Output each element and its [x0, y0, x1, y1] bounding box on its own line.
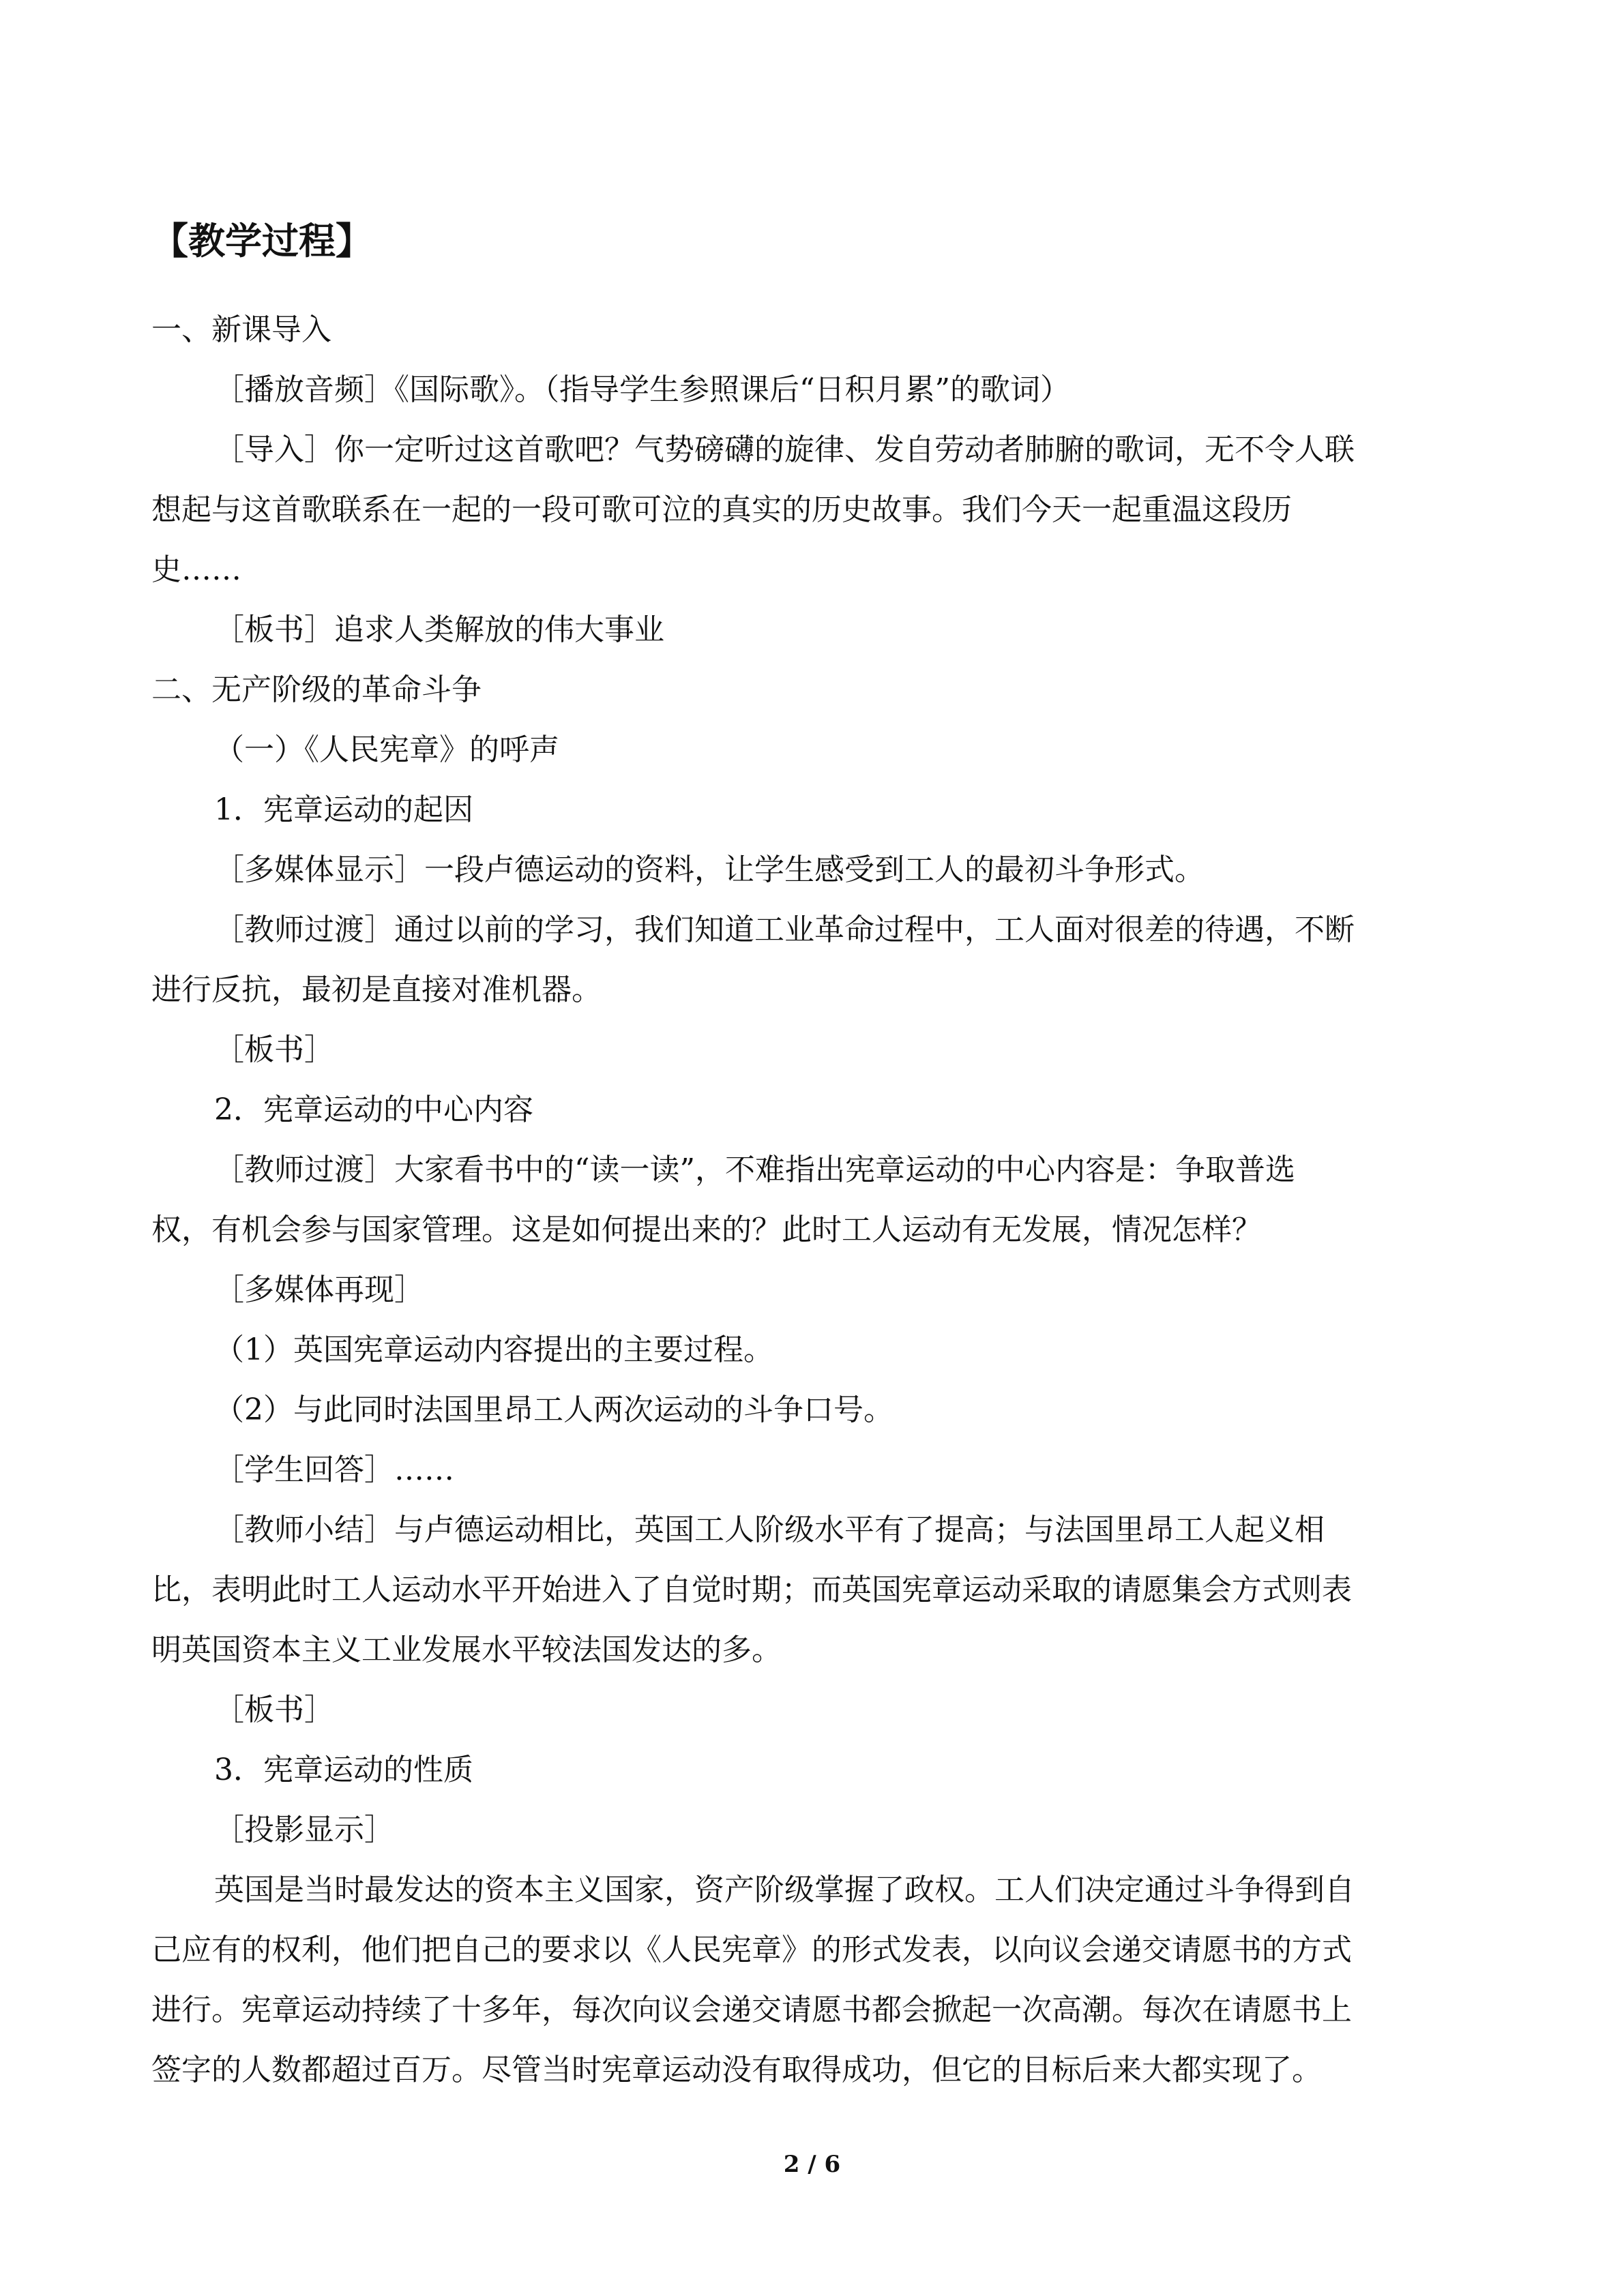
paragraph-line: 一、新课导入 — [151, 312, 331, 347]
paragraph-line: ［教师过渡］通过以前的学习，我们知道工业革命过程中，工人面对很差的待遇，不断 — [214, 912, 1355, 947]
document-body — [151, 300, 1475, 2100]
paragraph-line: （1）英国宪章运动内容提出的主要过程。 — [214, 1332, 773, 1367]
paragraph-line: （2）与此同时法国里昂工人两次运动的斗争口号。 — [214, 1392, 894, 1427]
paragraph-line: 权，有机会参与国家管理。这是如何提出来的？此时工人运动有无发展，情况怎样？ — [151, 1212, 1262, 1247]
paragraph-line: 进行反抗，最初是直接对准机器。 — [151, 972, 602, 1007]
paragraph-line: 1．宪章运动的起因 — [214, 792, 473, 827]
paragraph-line: 史…… — [151, 552, 241, 587]
paragraph-line: 比，表明此时工人运动水平开始进入了自觉时期；而英国宪章运动采取的请愿集会方式则表 — [151, 1572, 1352, 1607]
paragraph-line: （一）《人民宪章》的呼声 — [214, 732, 559, 767]
paragraph-line: 进行。宪章运动持续了十多年，每次向议会递交请愿书都会掀起一次高潮。每次在请愿书上 — [151, 1993, 1352, 2027]
paragraph-line: ［播放音频］《国际歌》。（指导学生参照课后“日积月累”的歌词） — [214, 372, 1070, 407]
paragraph-line: 明英国资本主义工业发展水平较法国发达的多。 — [151, 1632, 782, 1667]
paragraph-line: ［板书］ — [214, 1693, 334, 1727]
paragraph-line: ［投影显示］ — [214, 1813, 394, 1847]
paragraph-line: 英国是当时最发达的资本主义国家，资产阶级掌握了政权。工人们决定通过斗争得到自 — [214, 1873, 1355, 1907]
paragraph-line: 签字的人数都超过百万。尽管当时宪章运动没有取得成功，但它的目标后来大都实现了。 — [151, 2053, 1322, 2087]
paragraph-line: ［教师小结］与卢德运动相比，英国工人阶级水平有了提高；与法国里昂工人起义相 — [214, 1512, 1325, 1547]
paragraph-line: ［多媒体再现］ — [214, 1272, 424, 1307]
paragraph-line: ［板书］追求人类解放的伟大事业 — [214, 612, 664, 647]
section-title: 【教学过程】 — [151, 219, 372, 263]
paragraph-line: 2．宪章运动的中心内容 — [214, 1092, 533, 1127]
paragraph-line: 3．宪章运动的性质 — [214, 1753, 473, 1787]
paragraph-line: ［导入］你一定听过这首歌吧？气势磅礴的旋律、发自劳动者肺腑的歌词，无不令人联 — [214, 432, 1355, 467]
paragraph-line: ［多媒体显示］一段卢德运动的资料，让学生感受到工人的最初斗争形式。 — [214, 852, 1205, 887]
paragraph-line: ［学生回答］…… — [214, 1452, 454, 1487]
page-number: 2 / 6 — [783, 2151, 841, 2178]
paragraph-line: 二、无产阶级的革命斗争 — [151, 672, 482, 707]
paragraph-line: ［教师过渡］大家看书中的“读一读”，不难指出宪章运动的中心内容是：争取普选 — [214, 1152, 1295, 1187]
paragraph-line: 己应有的权利，他们把自己的要求以《人民宪章》的形式发表，以向议会递交请愿书的方式 — [151, 1933, 1352, 1967]
paragraph-line: ［板书］ — [214, 1032, 334, 1067]
paragraph-line: 想起与这首歌联系在一起的一段可歌可泣的真实的历史故事。我们今天一起重温这段历 — [151, 492, 1292, 527]
